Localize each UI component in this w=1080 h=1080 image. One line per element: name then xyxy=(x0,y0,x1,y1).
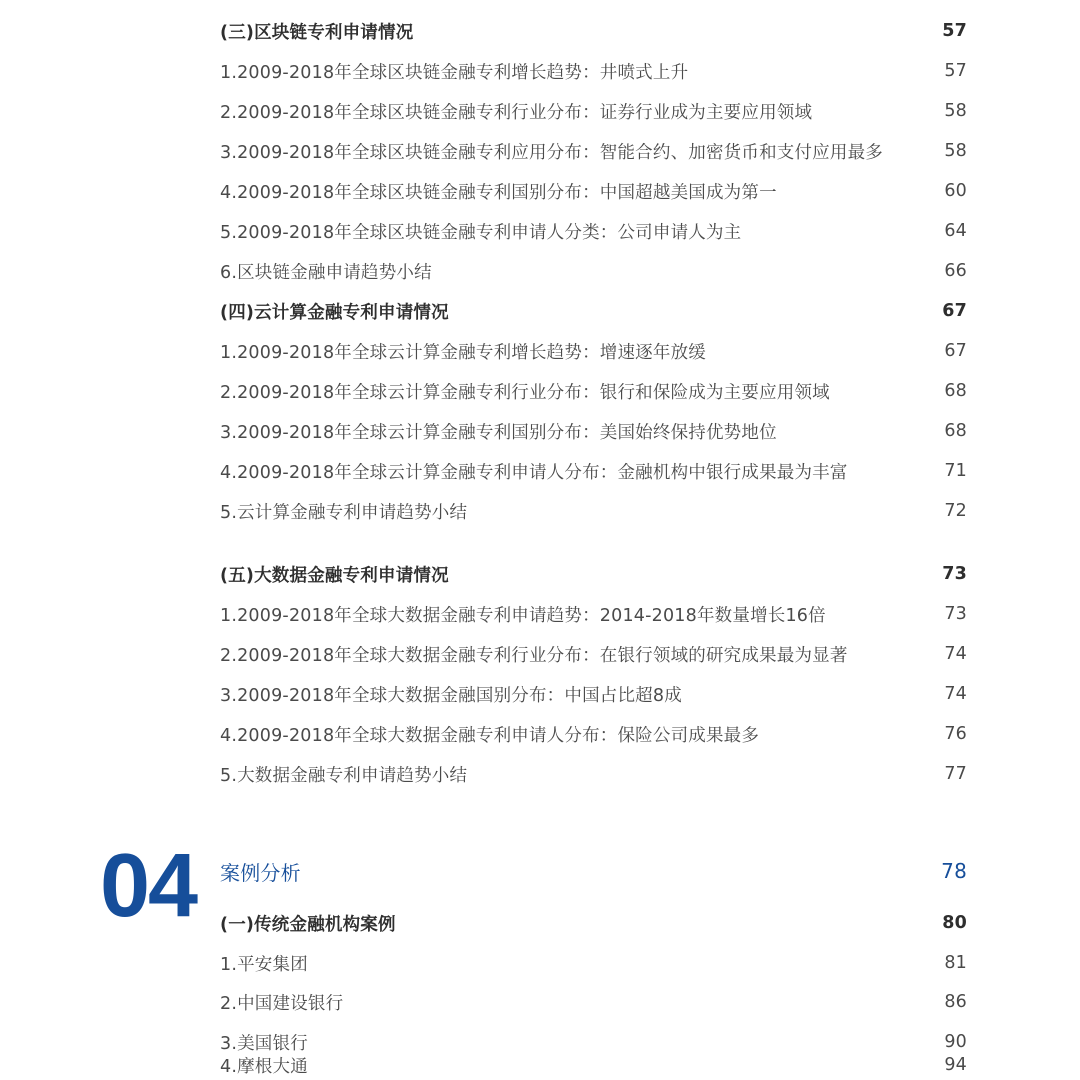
toc-page-number: 68 xyxy=(944,421,967,441)
toc-page-number: 71 xyxy=(944,461,967,481)
toc-page-number: 67 xyxy=(942,301,967,321)
toc-entry[interactable] xyxy=(220,1050,967,1080)
toc-entry[interactable] xyxy=(220,336,967,366)
toc-page-number: 66 xyxy=(944,261,967,281)
toc-page-number: 81 xyxy=(944,953,967,973)
toc-entry[interactable] xyxy=(220,456,967,486)
toc-entry-label: 1.2009-2018年全球云计算金融专利增长趋势：增速逐年放缓 xyxy=(220,342,706,363)
toc-entry[interactable] xyxy=(220,176,967,206)
toc-entry[interactable] xyxy=(220,599,967,629)
toc-entry[interactable] xyxy=(220,948,967,978)
toc-entry-label: 1.平安集团 xyxy=(220,954,308,975)
toc-entry[interactable] xyxy=(220,759,967,789)
toc-page-number: 77 xyxy=(944,764,967,784)
toc-section-title: (三)区块链专利申请情况 xyxy=(220,22,414,43)
toc-section-title: (五)大数据金融专利申请情况 xyxy=(220,565,449,586)
toc-entry[interactable] xyxy=(220,719,967,749)
chapter-number: 04 xyxy=(100,836,197,936)
toc-entry[interactable] xyxy=(220,679,967,709)
toc-page-number: 58 xyxy=(944,141,967,161)
toc-page-number: 78 xyxy=(941,859,967,883)
toc-entry-label: 1.2009-2018年全球大数据金融专利申请趋势：2014-2018年数量增长16倍 xyxy=(220,605,826,626)
toc-section-title: (四)云计算金融专利申请情况 xyxy=(220,302,449,323)
toc-section-title: (一)传统金融机构案例 xyxy=(220,914,396,935)
toc-page-number: 67 xyxy=(944,341,967,361)
toc-page-number: 74 xyxy=(944,684,967,704)
toc-entry[interactable] xyxy=(220,96,967,126)
toc-entry-label: 3.2009-2018年全球云计算金融专利国别分布：美国始终保持优势地位 xyxy=(220,422,777,443)
toc-section-cloud-computing[interactable] xyxy=(220,296,967,326)
toc-entry-label: 6.区块链金融申请趋势小结 xyxy=(220,262,432,283)
toc-entry-label: 5.大数据金融专利申请趋势小结 xyxy=(220,765,468,786)
toc-page-number: 57 xyxy=(942,21,967,41)
toc-section-traditional-institutions[interactable] xyxy=(220,908,967,938)
toc-chapter-case-analysis[interactable] xyxy=(220,856,967,886)
toc-page-number: 90 xyxy=(944,1032,967,1052)
toc-page-number: 73 xyxy=(942,564,967,584)
toc-page-number: 94 xyxy=(944,1055,967,1075)
toc-page-number: 64 xyxy=(944,221,967,241)
toc-page-number: 74 xyxy=(944,644,967,664)
toc-section-big-data[interactable] xyxy=(220,559,967,589)
toc-entry-label: 4.2009-2018年全球云计算金融专利申请人分布：金融机构中银行成果最为丰富 xyxy=(220,462,848,483)
toc-entry[interactable] xyxy=(220,496,967,526)
toc-entry-label: 2.2009-2018年全球大数据金融专利行业分布：在银行领域的研究成果最为显著 xyxy=(220,645,848,666)
toc-entry[interactable] xyxy=(220,639,967,669)
toc-entry[interactable] xyxy=(220,56,967,86)
toc-entry[interactable] xyxy=(220,256,967,286)
toc-page-number: 58 xyxy=(944,101,967,121)
toc-entry[interactable] xyxy=(220,216,967,246)
toc-entry-label: 1.2009-2018年全球区块链金融专利增长趋势：井喷式上升 xyxy=(220,62,689,83)
toc-entry-label: 3.2009-2018年全球区块链金融专利应用分布：智能合约、加密货币和支付应用最多 xyxy=(220,142,883,163)
toc-entry-label: 2.2009-2018年全球区块链金融专利行业分布：证券行业成为主要应用领域 xyxy=(220,102,813,123)
toc-page-number: 80 xyxy=(942,913,967,933)
toc-page-number: 68 xyxy=(944,381,967,401)
toc-page-number: 60 xyxy=(944,181,967,201)
toc-entry-label: 4.2009-2018年全球大数据金融专利申请人分布：保险公司成果最多 xyxy=(220,725,760,746)
toc-entry[interactable] xyxy=(220,376,967,406)
toc-section-blockchain[interactable] xyxy=(220,16,967,46)
toc-page-number: 57 xyxy=(944,61,967,81)
toc-entry-label: 3.美国银行 xyxy=(220,1033,308,1054)
toc-page-number: 86 xyxy=(944,992,967,1012)
toc-page-number: 72 xyxy=(944,501,967,521)
toc-chapter-title: 案例分析 xyxy=(220,860,301,885)
toc-entry[interactable] xyxy=(220,416,967,446)
toc-entry[interactable] xyxy=(220,987,967,1017)
toc-entry-label: 2.中国建设银行 xyxy=(220,993,344,1014)
toc-entry-label: 3.2009-2018年全球大数据金融国别分布：中国占比超8成 xyxy=(220,685,682,706)
toc-entry-label: 2.2009-2018年全球云计算金融专利行业分布：银行和保险成为主要应用领域 xyxy=(220,382,830,403)
toc-entry[interactable] xyxy=(220,136,967,166)
toc-entry-label: 5.云计算金融专利申请趋势小结 xyxy=(220,502,468,523)
toc-entry-label: 4.2009-2018年全球区块链金融专利国别分布：中国超越美国成为第一 xyxy=(220,182,777,203)
toc-page-number: 76 xyxy=(944,724,967,744)
toc-entry-label: 5.2009-2018年全球区块链金融专利申请人分类：公司申请人为主 xyxy=(220,222,742,243)
toc-entry-label: 4.摩根大通 xyxy=(220,1056,308,1077)
toc-page-number: 73 xyxy=(944,604,967,624)
